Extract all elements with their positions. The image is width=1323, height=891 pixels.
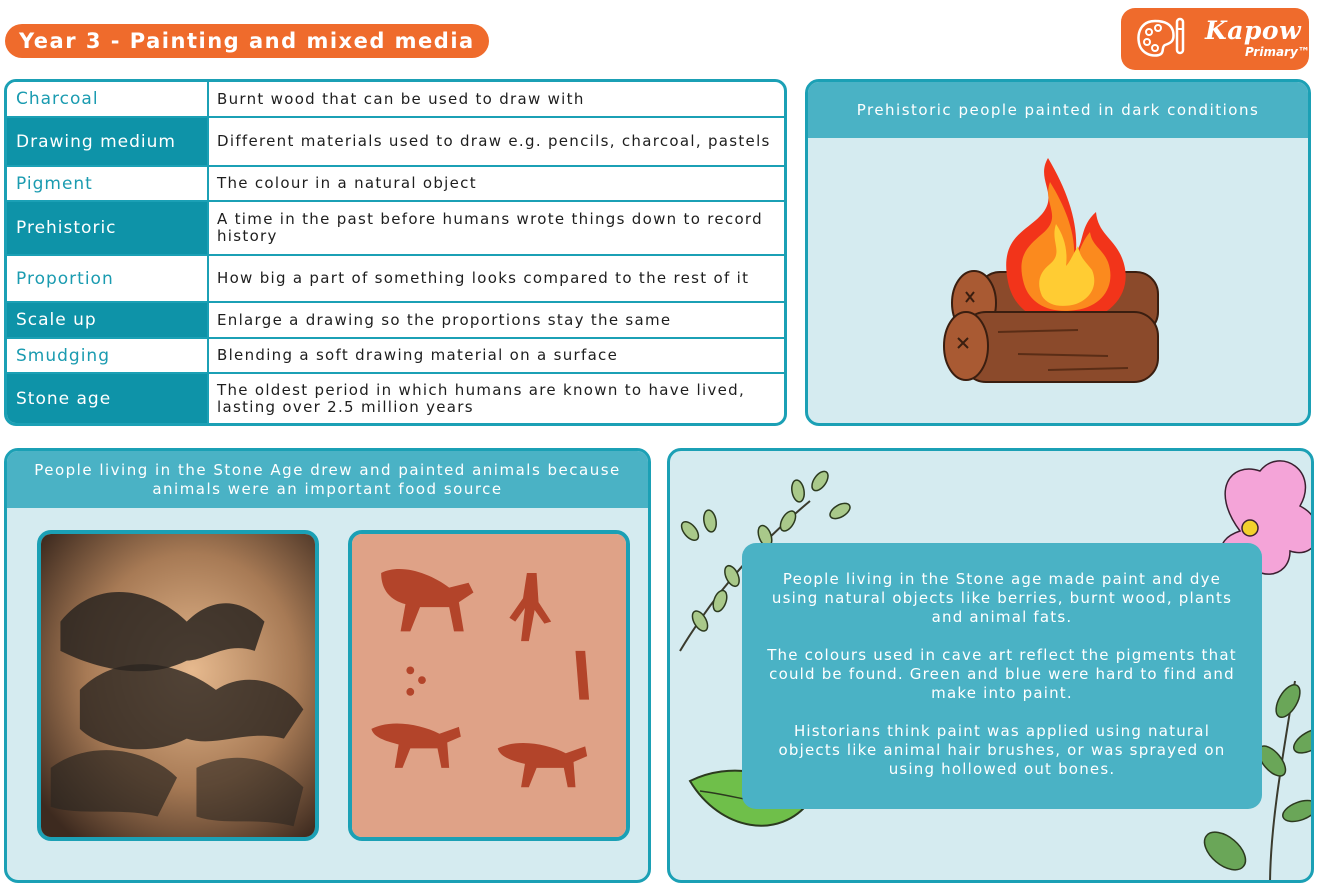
vocab-row xyxy=(7,202,784,256)
vocab-definition: Different materials used to draw e.g. pencils, charcoal, pastels xyxy=(217,132,771,150)
vocab-term: Prehistoric xyxy=(7,202,209,254)
kapow-logo xyxy=(1121,8,1309,70)
logo-wordmark: Kapow xyxy=(1205,16,1302,45)
palette-icon xyxy=(1135,17,1187,61)
vocab-row xyxy=(7,82,784,118)
logo-subtitle-text: Primary xyxy=(1245,45,1298,59)
fire-panel xyxy=(805,79,1311,426)
logo-subtitle xyxy=(1245,45,1310,59)
page-title: Year 3 - Painting and mixed media xyxy=(5,24,489,58)
vocab-definition: How big a part of something looks compared to the rest of it xyxy=(217,269,750,287)
vocab-term: Pigment xyxy=(7,167,209,200)
facts-box xyxy=(742,543,1262,809)
vocab-row xyxy=(7,118,784,167)
vocab-definition: A time in the past before humans wrote things down to record history xyxy=(217,210,763,245)
vocab-term: Stone age xyxy=(7,374,209,423)
vocab-definition: Blending a soft drawing material on a surface xyxy=(217,346,619,364)
rock-art-photo xyxy=(348,530,630,841)
vocab-row xyxy=(7,374,784,423)
cave-painting-photo xyxy=(37,530,319,841)
vocab-term: Smudging xyxy=(7,339,209,372)
campfire-illustration xyxy=(938,142,1178,402)
facts-panel xyxy=(667,448,1314,883)
vocab-row xyxy=(7,256,784,303)
vocab-definition: The oldest period in which humans are known to have lived, lasting over 2.5 million years xyxy=(217,380,746,416)
vocab-term: Scale up xyxy=(7,303,209,337)
vocab-term: Proportion xyxy=(7,256,209,301)
vocab-row xyxy=(7,339,784,374)
animals-panel xyxy=(4,448,651,883)
vocab-row xyxy=(7,167,784,202)
fact-paragraph: The colours used in cave art reflect the pigments that could be found. Green and blue were hard to find and make into paint. xyxy=(767,646,1237,702)
fact-paragraph: Historians think paint was applied using natural objects like animal hair brushes, or was sprayed on using hollowed out bones. xyxy=(778,722,1226,778)
logo-trademark: ™ xyxy=(1297,45,1310,59)
vocab-definition: The colour in a natural object xyxy=(217,174,477,192)
fire-panel-heading: Prehistoric people painted in dark conditions xyxy=(808,82,1308,138)
vocab-definition: Enlarge a drawing so the proportions stay the same xyxy=(217,310,672,329)
vocab-definition: Burnt wood that can be used to draw with xyxy=(217,89,585,108)
vocabulary-table xyxy=(4,79,787,426)
animals-panel-heading: People living in the Stone Age drew and painted animals because animals were an important food source xyxy=(7,451,648,508)
vocab-term: Charcoal xyxy=(7,82,209,116)
vocab-term: Drawing medium xyxy=(7,118,209,165)
fact-paragraph: People living in the Stone age made paint and dye using natural objects like berries, burnt wood, plants and animal fats. xyxy=(771,570,1233,626)
vocab-row xyxy=(7,303,784,339)
